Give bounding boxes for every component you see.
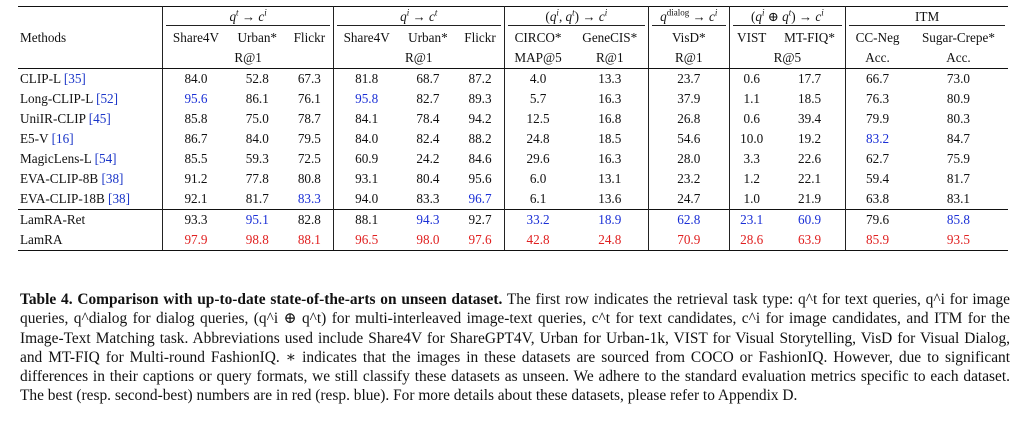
value-cell: 79.9 xyxy=(866,111,890,126)
method-cell xyxy=(18,69,163,90)
table-row xyxy=(18,189,1008,210)
value-cell: 80.4 xyxy=(416,171,440,186)
dataset-header: GeneCIS* xyxy=(572,28,649,48)
dataset-header: Sugar-Crepe* xyxy=(921,30,995,45)
value-cell: 62.8 xyxy=(649,210,730,231)
value-cell: 10.0 xyxy=(740,131,764,146)
value-cell: 93.5 xyxy=(909,230,1008,251)
task-header-comp: ($q^i$, $q^t) \to c^i$ xyxy=(504,7,648,29)
dataset-header: Flickr xyxy=(456,28,504,48)
value-cell: 79.5 xyxy=(286,129,334,149)
value-cell: 78.4 xyxy=(416,111,440,126)
value-cell: 77.8 xyxy=(245,171,269,186)
method-name: UniIR-CLIP xyxy=(20,111,86,126)
task-header-i2t: $q^i \to c^t$ xyxy=(333,7,504,29)
value-cell: 92.7 xyxy=(456,210,504,231)
value-cell: 81.7 xyxy=(245,191,269,206)
value-cell: 67.3 xyxy=(286,69,334,90)
method-name: MagicLens-L xyxy=(20,151,92,166)
task-header-inter: ($q^i$ ⊕ $q^t) \to c^i$ xyxy=(729,7,846,29)
dataset-header: Share4V xyxy=(343,30,390,45)
value-cell: 81.8 xyxy=(355,71,379,86)
table-row xyxy=(18,169,1008,189)
value-cell: 73.0 xyxy=(946,71,970,86)
method-cell xyxy=(18,210,163,231)
task-header-itm: ITM xyxy=(846,7,1008,29)
value-cell: 95.8 xyxy=(355,91,379,106)
value-cell: 82.8 xyxy=(286,210,334,231)
value-cell: 23.7 xyxy=(649,69,730,90)
value-cell: 98.8 xyxy=(229,230,286,251)
value-cell: 94.3 xyxy=(399,210,456,231)
value-cell: 60.9 xyxy=(355,151,379,166)
value-cell: 95.6 xyxy=(456,169,504,189)
method-name: EVA-CLIP-18B xyxy=(20,191,105,206)
dataset-header-row xyxy=(18,28,1008,48)
table-row xyxy=(18,210,1008,231)
value-cell: 1.0 xyxy=(743,191,760,206)
value-cell: 26.8 xyxy=(649,109,730,129)
value-cell: 16.3 xyxy=(572,89,649,109)
value-cell: 78.7 xyxy=(286,109,334,129)
value-cell: 85.8 xyxy=(909,210,1008,231)
value-cell: 85.5 xyxy=(184,151,208,166)
value-cell: 91.2 xyxy=(184,171,208,186)
value-cell: 1.1 xyxy=(743,91,760,106)
results-table xyxy=(18,6,1008,251)
value-cell: 23.2 xyxy=(649,169,730,189)
dataset-header: CIRCO* xyxy=(514,30,562,45)
table-row xyxy=(18,89,1008,109)
metric-spacer xyxy=(18,48,163,69)
value-cell: 83.3 xyxy=(286,189,334,210)
value-cell: 70.9 xyxy=(649,230,730,251)
value-cell: 39.4 xyxy=(774,109,846,129)
table-row xyxy=(18,129,1008,149)
table-row xyxy=(18,109,1008,129)
metric-header: R@1 xyxy=(649,48,730,69)
value-cell: 88.2 xyxy=(456,129,504,149)
value-cell: 80.9 xyxy=(946,91,970,106)
value-cell: 82.7 xyxy=(416,91,440,106)
caption-title: Comparison with up-to-date state-of-the-arts on unseen dataset. xyxy=(77,291,503,308)
metric-header: Acc. xyxy=(846,48,909,69)
value-cell: 83.3 xyxy=(416,191,440,206)
value-cell: 5.7 xyxy=(529,91,547,106)
value-cell: 95.1 xyxy=(229,210,286,231)
value-cell: 84.0 xyxy=(184,71,208,86)
value-cell: 63.9 xyxy=(774,230,846,251)
citation-link[interactable]: [45] xyxy=(85,111,111,126)
method-name: E5-V xyxy=(20,131,49,146)
value-cell: 13.1 xyxy=(572,169,649,189)
value-cell: 17.7 xyxy=(774,69,846,90)
task-header-dialog: $q^{dialog} \to c^i$ xyxy=(649,7,730,29)
value-cell: 95.6 xyxy=(184,91,208,106)
value-cell: 24.2 xyxy=(416,151,440,166)
task-header-t2i: $q^t \to c^i$ xyxy=(163,7,334,29)
dataset-header: VisD* xyxy=(649,28,730,48)
value-cell: 28.6 xyxy=(729,230,774,251)
value-cell: 24.8 xyxy=(572,230,649,251)
value-cell: 18.5 xyxy=(774,89,846,109)
value-cell: 94.0 xyxy=(355,191,379,206)
value-cell: 21.9 xyxy=(774,189,846,210)
value-cell: 23.1 xyxy=(729,210,774,231)
value-cell: 83.2 xyxy=(866,131,890,146)
value-cell: 6.1 xyxy=(529,191,547,206)
value-cell: 84.0 xyxy=(245,131,269,146)
value-cell: 4.0 xyxy=(529,71,547,86)
value-cell: 63.8 xyxy=(866,191,890,206)
value-cell: 97.9 xyxy=(163,230,229,251)
value-cell: 16.8 xyxy=(572,109,649,129)
method-cell xyxy=(18,169,163,189)
value-cell: 86.1 xyxy=(245,91,269,106)
citation-link[interactable]: [35] xyxy=(60,71,86,86)
value-cell: 88.1 xyxy=(286,230,334,251)
dataset-header: Urban* xyxy=(237,30,278,45)
table-row xyxy=(18,69,1008,90)
method-name: CLIP-L xyxy=(20,71,61,86)
metric-header: R@1 xyxy=(572,48,649,69)
caption-label: Table 4. xyxy=(20,291,73,308)
value-cell: 92.1 xyxy=(184,191,208,206)
method-cell xyxy=(18,230,163,251)
value-cell: 42.8 xyxy=(504,230,571,251)
citation-link[interactable]: [52] xyxy=(92,91,119,106)
citation-link[interactable]: [38] xyxy=(104,191,131,206)
value-cell: 24.7 xyxy=(649,189,730,210)
value-cell: 62.7 xyxy=(866,151,890,166)
value-cell: 59.3 xyxy=(245,151,269,166)
dataset-header: CC-Neg xyxy=(855,30,900,45)
value-cell: 33.2 xyxy=(504,210,571,231)
value-cell: 83.1 xyxy=(946,191,970,206)
methods-header: Methods xyxy=(18,28,163,48)
value-cell: 81.7 xyxy=(946,171,970,186)
value-cell: 16.3 xyxy=(572,149,649,169)
dataset-header: MT-FIQ* xyxy=(774,28,846,48)
table-row xyxy=(18,149,1008,169)
value-cell: 84.6 xyxy=(456,149,504,169)
citation-link[interactable]: [38] xyxy=(98,171,124,186)
value-cell: 1.2 xyxy=(743,171,760,186)
value-cell: 12.5 xyxy=(526,111,550,126)
value-cell: 60.9 xyxy=(774,210,846,231)
value-cell: 79.6 xyxy=(846,210,909,231)
methods-spacer xyxy=(18,7,163,29)
value-cell: 3.3 xyxy=(743,151,760,166)
method-name: EVA-CLIP-8B xyxy=(20,171,99,186)
dataset-header: Urban* xyxy=(408,30,448,45)
value-cell: 88.1 xyxy=(333,210,399,231)
value-cell: 18.9 xyxy=(572,210,649,231)
value-cell: 29.6 xyxy=(526,151,550,166)
value-cell: 28.0 xyxy=(649,149,730,169)
value-cell: 59.4 xyxy=(866,171,890,186)
method-name: LamRA-Ret xyxy=(20,212,86,227)
citation-link[interactable]: [16] xyxy=(48,131,74,146)
value-cell: 94.2 xyxy=(456,109,504,129)
value-cell: 98.0 xyxy=(399,230,456,251)
value-cell: 68.7 xyxy=(416,71,440,86)
metric-header: R@5 xyxy=(729,48,846,69)
dataset-header: Share4V xyxy=(172,30,220,45)
value-cell: 22.6 xyxy=(774,149,846,169)
metric-header: R@1 xyxy=(333,48,504,69)
value-cell: 96.5 xyxy=(333,230,399,251)
value-cell: 86.7 xyxy=(184,131,208,146)
metric-header: Acc. xyxy=(909,48,1008,69)
value-cell: 85.9 xyxy=(846,230,909,251)
caption-body: The first row indicates the retrieval task type: q^t for text queries, q^i for image queries, q^dialog for dialog queries, (q^i ⊕ q^t) for multi-interleaved image-text queries, c^t for text candidates, c^i for image candidates, and ITM for the Image-Text Matching task. Abbreviations used include Share4V for ShareGPT4V, Urban for Urban-1k, VIST for Visual Storytelling, VisD for Visual Dialog, and MT-FIQ for Multi-round FashionIQ. ∗ indicates that the images in these datasets are sourced from COCO or FashionIQ. However, due to significant differences in their captions or query formats, we still classify these datasets as unseen. We adhere to the standard evaluation metrics specific to each dataset. The best (resp. second-best) numbers are in red (resp. blue). For more details about these datasets, please refer to Appendix D. xyxy=(20,291,1010,405)
method-cell xyxy=(18,89,163,109)
value-cell: 84.1 xyxy=(355,111,379,126)
value-cell: 97.6 xyxy=(456,230,504,251)
value-cell: 85.8 xyxy=(184,111,208,126)
value-cell: 13.3 xyxy=(572,69,649,90)
value-cell: 80.8 xyxy=(286,169,334,189)
table-row xyxy=(18,230,1008,251)
value-cell: 76.3 xyxy=(866,91,890,106)
method-cell xyxy=(18,189,163,210)
value-cell: 22.1 xyxy=(774,169,846,189)
value-cell: 66.7 xyxy=(866,71,890,86)
value-cell: 93.3 xyxy=(163,210,229,231)
metric-header-row xyxy=(18,48,1008,69)
value-cell: 52.8 xyxy=(245,71,269,86)
value-cell: 84.0 xyxy=(355,131,379,146)
dataset-header: Flickr xyxy=(286,28,334,48)
metric-header: R@1 xyxy=(163,48,334,69)
value-cell: 18.5 xyxy=(572,129,649,149)
value-cell: 75.9 xyxy=(946,151,970,166)
value-cell: 76.1 xyxy=(286,89,334,109)
table-caption xyxy=(20,290,1010,406)
value-cell: 24.8 xyxy=(526,131,550,146)
results-body xyxy=(18,69,1008,251)
task-header-row xyxy=(18,7,1008,29)
citation-link[interactable]: [54] xyxy=(91,151,117,166)
value-cell: 89.3 xyxy=(456,89,504,109)
method-cell xyxy=(18,109,163,129)
method-name: Long-CLIP-L xyxy=(20,91,93,106)
method-cell xyxy=(18,129,163,149)
value-cell: 75.0 xyxy=(245,111,269,126)
value-cell: 54.6 xyxy=(649,129,730,149)
value-cell: 93.1 xyxy=(355,171,379,186)
value-cell: 0.6 xyxy=(743,111,760,126)
value-cell: 13.6 xyxy=(572,189,649,210)
value-cell: 82.4 xyxy=(416,131,440,146)
method-cell xyxy=(18,149,163,169)
value-cell: 72.5 xyxy=(286,149,334,169)
value-cell: 84.7 xyxy=(946,131,970,146)
value-cell: 80.3 xyxy=(946,111,970,126)
value-cell: 96.7 xyxy=(456,189,504,210)
method-name: LamRA xyxy=(20,232,63,247)
value-cell: 87.2 xyxy=(456,69,504,90)
value-cell: 19.2 xyxy=(774,129,846,149)
value-cell: 0.6 xyxy=(743,71,760,86)
value-cell: 6.0 xyxy=(529,171,547,186)
metric-header: MAP@5 xyxy=(504,48,571,69)
value-cell: 37.9 xyxy=(649,89,730,109)
dataset-header: VIST xyxy=(737,30,767,45)
